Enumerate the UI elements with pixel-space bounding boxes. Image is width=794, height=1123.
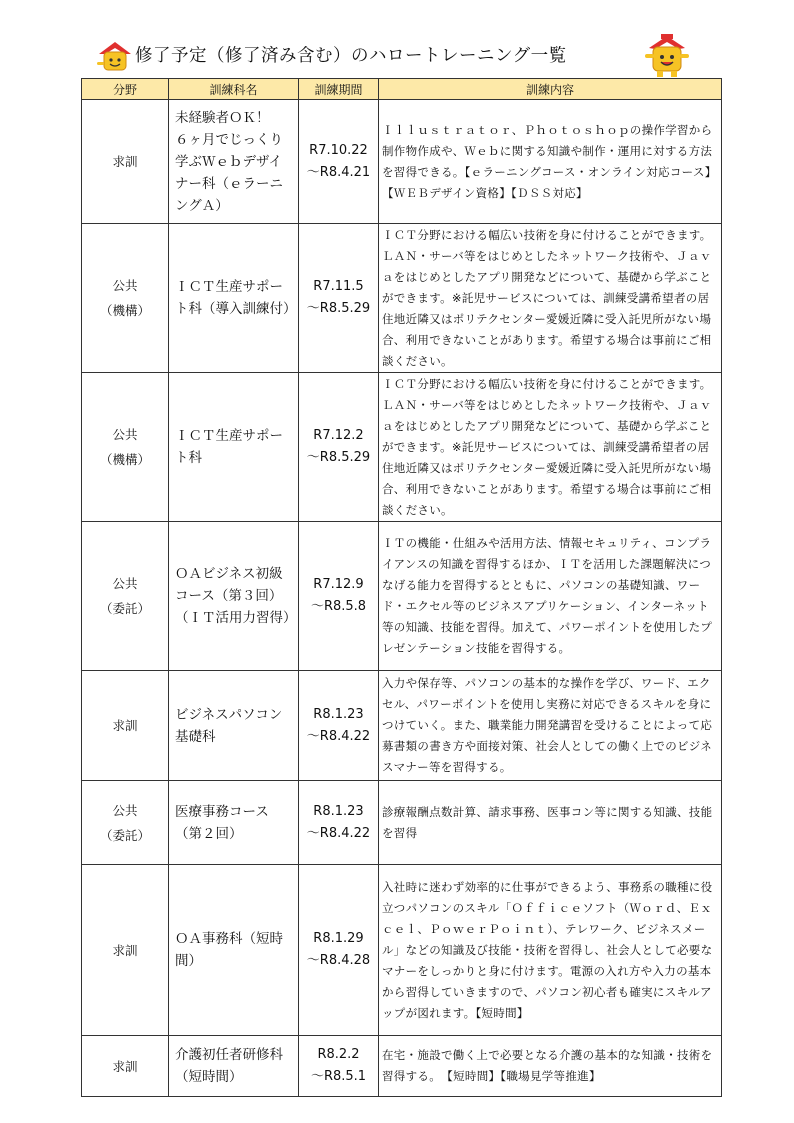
category-cell: 公共 （委託） xyxy=(82,781,169,865)
course-cell: ＯＡビジネス初級コース（第３回）（ＩＴ活用力習得） xyxy=(169,522,299,671)
mascot-icon xyxy=(641,34,693,78)
course-cell: ＩＣＴ生産サポート科（導入訓練付） xyxy=(169,224,299,373)
period-cell: R7.10.22 ～R8.4.21 xyxy=(299,100,379,224)
content-cell: ＩＣＴ分野における幅広い技術を身に付けることができます。ＬＡＮ・サーバ等をはじめとしたネットワーク技術や、Ｊａｖａをはじめとしたアプリ開発などについて、基礎から学ぶことができます。※託児サービスについては、訓練受講希望者の居住地近隣又はポリテクセンター愛媛近隣に受入託児所がない場合、利用できないことがあります。希望する場合は事前にご相談ください。 xyxy=(379,224,722,373)
course-cell: ＩＣＴ生産サポート科 xyxy=(169,373,299,522)
content-cell: Ｉｌｌｕｓｔｒａｔｏｒ、Ｐｈｏｔｏｓｈｏｐの操作学習から制作物作成や、Ｗｅｂに関する知識や制作・運用に対する方法を習得できる。【ｅラーニングコース・オンライン対応コース】【ＷＥＢデザイン資格】【ＤＳＳ対応】 xyxy=(379,100,722,224)
table-row xyxy=(82,224,722,373)
table-row xyxy=(82,865,722,1036)
column-header-period: 訓練期間 xyxy=(299,79,379,100)
category-cell: 求訓 xyxy=(82,671,169,781)
content-cell: 入力や保存等、パソコンの基本的な操作を学び、ワード、エクセル、パワーポイントを使用し実務に対応できるスキルを身につけていく。また、職業能力開発講習を受けることによって応募書類の書き方や面接対策、社会人としての働く上でのビジネスマナー等を習得する。 xyxy=(379,671,722,781)
category-cell: 求訓 xyxy=(82,865,169,1036)
category-cell: 公共 （機構） xyxy=(82,373,169,522)
column-header-content: 訓練内容 xyxy=(379,79,722,100)
page-title: 修了予定（修了済み含む）のハロートレーニング一覧 xyxy=(135,46,567,66)
content-cell: 入社時に迷わず効率的に仕事ができるよう、事務系の職種に役立つパソコンのスキル「Ｏｆｆｉｃｅソフト（Ｗｏｒｄ、Ｅｘｃｅｌ、ＰｏｗｅｒＰｏｉｎｔ）、テレワーク、ビジネスメール」などの知識及び技能・技術を習得し、社会人として必要なマナーをしっかりと身に付けます。電源の入れ方や入力の基本から習得していきますので、パソコン初心者も確実にスキルアップが図れます。【短時間】 xyxy=(379,865,722,1036)
period-cell: R7.12.2 ～R8.5.29 xyxy=(299,373,379,522)
table-row xyxy=(82,522,722,671)
period-cell: R7.11.5 ～R8.5.29 xyxy=(299,224,379,373)
period-cell: R8.2.2 ～R8.5.1 xyxy=(299,1036,379,1097)
category-cell: 公共 （委託） xyxy=(82,522,169,671)
course-cell: 介護初任者研修科 （短時間） xyxy=(169,1036,299,1097)
category-cell: 求訓 xyxy=(82,100,169,224)
table-row xyxy=(82,373,722,522)
period-cell: R8.1.23 ～R8.4.22 xyxy=(299,781,379,865)
course-cell: 未経験者ＯＫ！ ６ヶ月でじっくり学ぶＷｅｂデザイナー科（ｅラーニングＡ） xyxy=(169,100,299,224)
period-cell: R8.1.29 ～R8.4.28 xyxy=(299,865,379,1036)
content-cell: ＩＴの機能・仕組みや活用方法、情報セキュリティ、コンプライアンスの知識を習得するほか、ＩＴを活用した課題解決につなげる能力を習得するとともに、パソコンの基礎知識、ワード・エクセル等のビジネスアプリケーション、インターネット等の知識、技能を習得。加えて、パワーポイントを使用したプレゼンテーション技能を習得する。 xyxy=(379,522,722,671)
course-cell: 医療事務コース （第２回） xyxy=(169,781,299,865)
category-cell: 公共 （機構） xyxy=(82,224,169,373)
table-row xyxy=(82,781,722,865)
content-cell: ＩＣＴ分野における幅広い技術を身に付けることができます。ＬＡＮ・サーバ等をはじめとしたネットワーク技術や、Ｊａｖａをはじめとしたアプリ開発などについて、基礎から学ぶことができます。※託児サービスについては、訓練受講希望者の居住地近隣又はポリテクセンター愛媛近隣に受入託児所がない場合、利用できないことがあります。希望する場合は事前にご相談ください。 xyxy=(379,373,722,522)
column-header-category: 分野 xyxy=(82,79,169,100)
course-cell: ビジネスパソコン基礎科 xyxy=(169,671,299,781)
column-header-course: 訓練科名 xyxy=(169,79,299,100)
training-table xyxy=(81,78,722,1097)
content-cell: 診療報酬点数計算、請求事務、医事コン等に関する知識、技能を習得 xyxy=(379,781,722,865)
content-cell: 在宅・施設で働く上で必要となる介護の基本的な知識・技術を習得する。 【短時間】【職場見学等推進】 xyxy=(379,1036,722,1097)
period-cell: R8.1.23 ～R8.4.22 xyxy=(299,671,379,781)
period-cell: R7.12.9 ～R8.5.8 xyxy=(299,522,379,671)
table-row xyxy=(82,1036,722,1097)
course-cell: ＯＡ事務科（短時間） xyxy=(169,865,299,1036)
category-cell: 求訓 xyxy=(82,1036,169,1097)
table-row xyxy=(82,100,722,224)
mascot-icon xyxy=(95,40,135,74)
page-header xyxy=(95,38,705,78)
table-header-row xyxy=(82,79,722,100)
table-row xyxy=(82,671,722,781)
